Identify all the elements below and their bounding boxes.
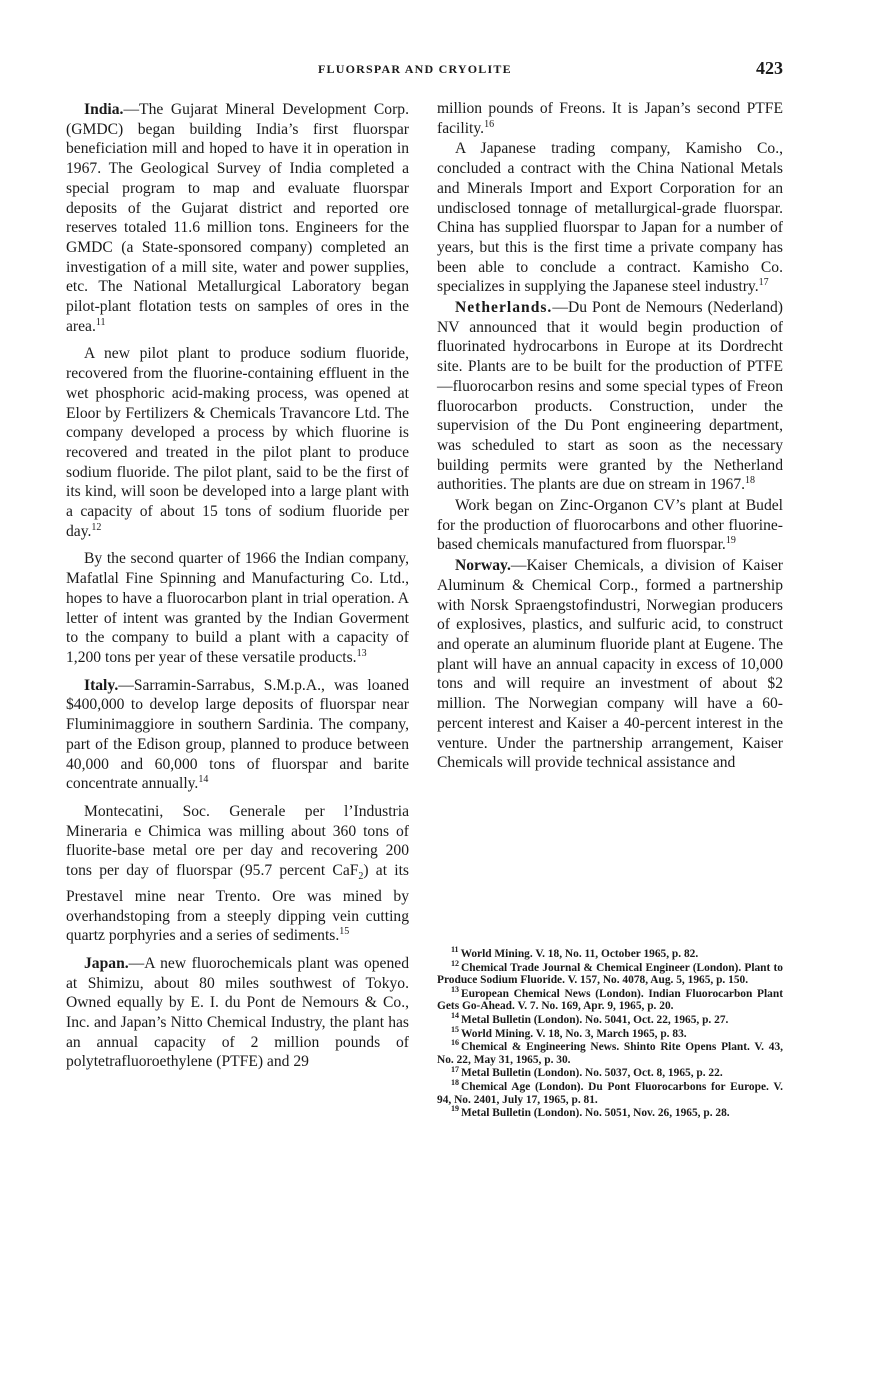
footnote-number: 15 bbox=[451, 1024, 459, 1034]
footnote-text: World Mining. V. 18, No. 3, March 1965, p. 83. bbox=[461, 1027, 687, 1040]
paragraph-text: million pounds of Freons. It is Japan’s second PTFE facility. bbox=[437, 100, 783, 137]
footnote-text: Metal Bulletin (London). No. 5037, Oct. 8, 1965, p. 22. bbox=[461, 1067, 723, 1080]
paragraph-japan bbox=[66, 954, 409, 1072]
right-column bbox=[437, 99, 783, 774]
footnote bbox=[437, 1011, 783, 1027]
footnote-number: 11 bbox=[451, 945, 459, 955]
footnote-text: European Chemical News (London). Indian Fluorocarbon Plant Gets Go-Ahead. V. 7. No. 169, Apr. 9, 1965, p. 20. bbox=[437, 987, 783, 1013]
footnote-text: Metal Bulletin (London). No. 5041, Oct. 22, 1965, p. 27. bbox=[461, 1013, 729, 1026]
footnote bbox=[437, 1104, 783, 1120]
country-heading-norway: Norway. bbox=[455, 557, 511, 575]
paragraph-mafatlal bbox=[66, 549, 409, 667]
page-number: 423 bbox=[756, 58, 783, 78]
country-heading-india: India. bbox=[84, 101, 124, 118]
footnote-ref: 17 bbox=[758, 277, 769, 289]
paragraph-text: Montecatini, Soc. Generale per l’Industria Mineraria e Chimica was milling about 360 tons of fluorite-base metal ore per day and recovering 200 tons per day of fluorspar (95.7 percent CaF bbox=[66, 802, 409, 880]
running-title: FLUORSPAR AND CRYOLITE bbox=[318, 62, 512, 76]
footnote-ref: 19 bbox=[725, 535, 736, 547]
subscript: 2 bbox=[358, 871, 364, 883]
footnote-text: Chemical & Engineering News. Shinto Rite Opens Plant. V. 43, No. 22, May 31, 1965, p. 30. bbox=[437, 1041, 783, 1066]
footnote-ref: 16 bbox=[484, 118, 495, 130]
footnote bbox=[437, 1024, 783, 1041]
paragraph-text: —Sarramin-Sarrabus, S.M.p.A., was loaned $400,000 to develop large deposits of fluorspar near Fluminimaggiore in southern Sardinia. The company, part of the Edison group, planned to produce between 40,000 and 60,000 tons of fluorspar and barite concentrate annually. bbox=[66, 676, 409, 793]
paragraph-text: ) at its Prestavel mine near Trento. Ore was mined by overhandstoping from a steeply dipping vein cutting quartz porphyries and a series of sediments. bbox=[66, 862, 409, 945]
paragraph-text: —Du Pont de Nemours (Nederland) NV announced that it would begin production of fluorinated hydrocarbons in Europe at its Dordrecht site. Plants are to be built for the production of PTFE—fluorocarbon resins and some special types of Freon fluorocarbon products. Construction, under the supervision of the Du Pont engineering department, was scheduled to start as soon as the necessary building permits were granted by the Netherland authorities. The plants are due on stream in 1967. bbox=[437, 299, 783, 494]
footnote-text: World Mining. V. 18, No. 11, October 1965, p. 82. bbox=[460, 948, 699, 960]
country-heading-netherlands: Netherlands. bbox=[455, 299, 553, 317]
footnotes bbox=[437, 945, 783, 1121]
footnote-text: Chemical Age (London). Du Pont Fluorocarbons for Europe. V. 94, No. 2401, July 17, 1965, p. 81. bbox=[437, 1080, 783, 1106]
footnote bbox=[437, 1064, 783, 1080]
footnote bbox=[437, 958, 783, 987]
footnote-ref: 15 bbox=[339, 926, 350, 938]
paragraph-japan-continued bbox=[437, 99, 783, 138]
paragraph-zinc-organon bbox=[437, 496, 783, 555]
paragraph-norway bbox=[437, 556, 783, 773]
country-heading-japan: Japan. bbox=[84, 954, 129, 972]
footnote bbox=[437, 984, 783, 1013]
footnote-text: Chemical Trade Journal & Chemical Engineer (London). Plant to Produce Sodium Fluoride. V. 157, No. 4078, Aug. 5, 1965, p. 150. bbox=[437, 961, 783, 987]
paragraph-italy bbox=[66, 676, 409, 794]
paragraph-pilot-plant bbox=[66, 344, 409, 541]
left-column bbox=[66, 100, 409, 1080]
footnote-ref: 14 bbox=[198, 774, 209, 786]
footnote-ref: 18 bbox=[745, 475, 756, 487]
footnote-number: 19 bbox=[451, 1104, 459, 1114]
paragraph-text: —A new fluorochemicals plant was opened at Shimizu, about 80 miles southwest of Tokyo. Owned equally by E. I. du Pont de Nemours & Co., Inc. and Japan’s Nitto Chemical Industry, the plant has an annual capacity of 2 million pounds of polytetrafluoroethylene (PTFE) and 29 bbox=[66, 954, 409, 1071]
footnote-number: 12 bbox=[451, 958, 459, 968]
paragraph-text: —Kaiser Chemicals, a division of Kaiser Aluminum & Chemical Corp., formed a partnership with Norsk Spraengstofindustri, Norwegian producers of explosives, plastics, and sulfuric acid, to construct and operate an aluminum fluoride plant at Eugene. The plant will have an annual capacity in excess of 10,000 tons and will require an investment of about $2 million. The Norwegian company will have a 60-percent interest and Kaiser a 40-percent interest in the venture. Under the partnership arrangement, Kaiser Chemicals will provide technical assistance and bbox=[437, 557, 783, 772]
footnote bbox=[437, 1038, 783, 1066]
paragraph-kamisho bbox=[437, 139, 783, 297]
paragraph-netherlands bbox=[437, 298, 783, 495]
footnote-number: 13 bbox=[451, 984, 459, 994]
footnote-number: 14 bbox=[451, 1011, 459, 1021]
footnote bbox=[437, 945, 783, 961]
paragraph-text: —The Gujarat Mineral Development Corp. (GMDC) began building India’s first fluorspar beneficiation mill and hoped to have it in operation in 1967. The Geological Survey of India completed a special program to map and evaluate fluorspar deposits of the Gujarat district and reported ore reserves totaled 11.6 million tons. Engineers for the GMDC (a State-sponsored company) completed an investigation of a mill site, water and power supplies, etc. The National Metallurgical Laboratory began pilot-plant flotation tests on samples of ores in the area. bbox=[66, 101, 409, 335]
footnote-ref: 13 bbox=[356, 647, 367, 659]
running-head bbox=[0, 58, 871, 82]
country-heading-italy: Italy. bbox=[84, 676, 119, 694]
footnote-ref: 11 bbox=[95, 316, 106, 328]
paragraph-india bbox=[66, 100, 409, 336]
paragraph-text: By the second quarter of 1966 the Indian company, Mafatlal Fine Spinning and Manufacturing Co. Ltd., hopes to have a fluorocarbon plant in trial operation. A letter of intent was granted by the Indian Goverment to the company to build a plant with a capacity of 1,200 tons per year of these versatile products. bbox=[66, 550, 409, 666]
paragraph-text: Work began on Zinc-Organon CV’s plant at Budel for the production of fluorocarbons and other fluorine-based chemicals manufactured from fluorspar. bbox=[437, 497, 783, 554]
footnote-number: 18 bbox=[451, 1078, 459, 1088]
paragraph-montecatini bbox=[66, 802, 409, 946]
paragraph-text: A Japanese trading company, Kamisho Co., concluded a contract with the China National Metals and Minerals Import and Export Corporation for an undisclosed tonnage of metallurgical-grade fluorspar. China has supplied fluorspar to Japan for a number of years, but this is the first time a private company has been able to conclude a contract. Kamisho Co. specializes in supplying the Japanese steel industry. bbox=[437, 140, 783, 296]
footnote-number: 17 bbox=[451, 1064, 459, 1074]
footnote-number: 16 bbox=[451, 1038, 459, 1048]
footnote-text: Metal Bulletin (London). No. 5051, Nov. 26, 1965, p. 28. bbox=[461, 1107, 730, 1120]
footnote-ref: 12 bbox=[91, 521, 102, 533]
paragraph-text: A new pilot plant to produce sodium fluoride, recovered from the fluorine-containing effluent in the wet phosphoric acid-making process, was opened at Eloor by Fertilizers & Chemicals Travancore Ltd. The company developed a process by which fluorine is recovered and treated in the pilot plant to produce sodium fluoride. The pilot plant, said to be the first of its kind, will soon be developed into a large plant with a capacity of about 15 tons of sodium fluoride per day. bbox=[66, 345, 409, 540]
footnote bbox=[437, 1078, 783, 1106]
